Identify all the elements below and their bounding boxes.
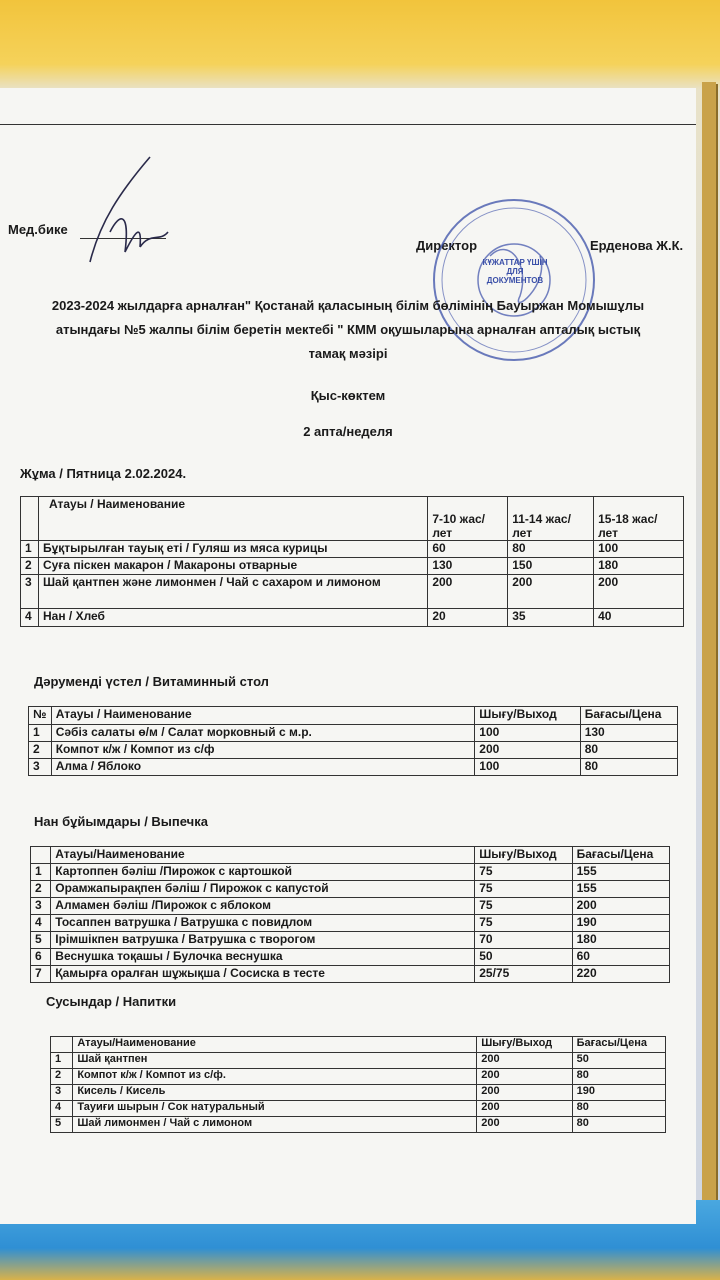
price: 180: [572, 932, 669, 949]
dish-name: Компот к/ж / Компот из с/ф: [51, 742, 475, 759]
row-number: 1: [31, 864, 51, 881]
row-number: 4: [21, 609, 39, 627]
hot-meals-table: [20, 496, 684, 627]
column-header: Бағасы/Цена: [572, 847, 669, 864]
portion-11-14: 200: [508, 575, 594, 609]
bakery-header-row: [31, 847, 670, 864]
drink-name: Шай қантпен: [73, 1053, 477, 1069]
table-row: [29, 725, 678, 742]
row-number: 4: [51, 1101, 73, 1117]
bakery-table: [30, 846, 670, 983]
portion-15-18: 180: [594, 558, 684, 575]
yield: 100: [475, 725, 580, 742]
portion-15-18: 200: [594, 575, 684, 609]
drinks-header-row: [51, 1037, 666, 1053]
portion-7-10: 130: [428, 558, 508, 575]
yield: 100: [475, 759, 580, 776]
dish-name: Нан / Хлеб: [38, 609, 427, 627]
table-row: [31, 949, 670, 966]
drink-name: Тауиғи шырын / Сок натуральный: [73, 1101, 477, 1117]
price: 50: [572, 1053, 665, 1069]
portion-11-14: 35: [508, 609, 594, 627]
director-name: Ерденова Ж.К.: [590, 238, 684, 253]
table-row: [51, 1117, 666, 1133]
price: 190: [572, 1085, 665, 1101]
column-header: Бағасы/Цена: [572, 1037, 665, 1053]
row-number: 1: [51, 1053, 73, 1069]
table-row: [21, 609, 684, 627]
dish-name: Ірімшікпен ватрушка / Ватрушка с творогом: [51, 932, 475, 949]
table-row: [31, 864, 670, 881]
yield: 75: [475, 881, 572, 898]
portion-7-10: 60: [428, 541, 508, 558]
drinks-table: [50, 1036, 666, 1133]
drink-name: Шай лимонмен / Чай с лимоном: [73, 1117, 477, 1133]
table-row: [51, 1085, 666, 1101]
menu-sheet: [0, 88, 696, 1224]
dish-name: Тосаппен ватрушка / Ватрушка с повидлом: [51, 915, 475, 932]
price: 220: [572, 966, 669, 983]
portion-11-14: 80: [508, 541, 594, 558]
price: 60: [572, 949, 669, 966]
column-header: [21, 497, 39, 541]
dish-name: Картоппен бәліш /Пирожок с картошкой: [51, 864, 475, 881]
table-row: [51, 1069, 666, 1085]
row-number: 3: [31, 898, 51, 915]
table-row: [29, 759, 678, 776]
yield: 75: [475, 864, 572, 881]
dish-name: Суға піскен макарон / Макароны отварные: [38, 558, 427, 575]
column-header: Атауы/Наименование: [73, 1037, 477, 1053]
dish-name: Шай қантпен және лимонмен / Чай с сахаром и лимоном: [38, 575, 427, 609]
table-row: [31, 881, 670, 898]
row-number: 5: [51, 1117, 73, 1133]
dish-name: Сәбіз салаты ө/м / Салат морковный с м.р.: [51, 725, 475, 742]
hot-meals-header-row: [21, 497, 684, 541]
portion-15-18: 100: [594, 541, 684, 558]
dish-name: Алмамен бәліш /Пирожок с яблоком: [51, 898, 475, 915]
column-header: Атауы/Наименование: [51, 847, 475, 864]
nurse-signature: [80, 152, 170, 272]
yield: 200: [477, 1053, 572, 1069]
portion-7-10: 20: [428, 609, 508, 627]
vitamin-section-title: Дәрумендi үстел / Витаминный стол: [34, 674, 269, 689]
yield: 75: [475, 898, 572, 915]
bakery-section-title: Нан бұйымдары / Выпечка: [34, 814, 208, 829]
table-row: [21, 575, 684, 609]
nurse-label: Мед.бике: [8, 222, 68, 237]
column-header: Шығу/Выход: [477, 1037, 572, 1053]
row-number: 4: [31, 915, 51, 932]
yield: 200: [475, 742, 580, 759]
row-number: 1: [29, 725, 52, 742]
column-header: Атауы / Наименование: [38, 497, 427, 541]
drink-name: Компот к/ж / Компот из с/ф.: [73, 1069, 477, 1085]
yield: 75: [475, 915, 572, 932]
column-header: 15-18 жас/ лет: [594, 497, 684, 541]
row-number: 3: [51, 1085, 73, 1101]
table-row: [29, 742, 678, 759]
yield: 25/75: [475, 966, 572, 983]
table-row: [31, 915, 670, 932]
portion-15-18: 40: [594, 609, 684, 627]
week: 2 апта/неделя: [303, 424, 393, 439]
row-number: 1: [21, 541, 39, 558]
vitamin-table: [28, 706, 678, 776]
vitamin-header-row: [29, 707, 678, 725]
column-header: [51, 1037, 73, 1053]
price: 80: [580, 759, 677, 776]
row-number: 3: [29, 759, 52, 776]
price: 80: [572, 1117, 665, 1133]
row-number: 2: [21, 558, 39, 575]
title-line-1: 2023-2024 жылдарға арналған" Қостанай қаласының білім бөлімінің Бауыржан Момышұлы: [51, 298, 645, 313]
table-row: [31, 898, 670, 915]
table-row: [51, 1101, 666, 1117]
top-rule: [0, 124, 696, 125]
portion-11-14: 150: [508, 558, 594, 575]
menu-date: Жұма / Пятница 2.02.2024.: [20, 466, 187, 481]
yield: 200: [477, 1069, 572, 1085]
drink-name: Кисель / Кисель: [73, 1085, 477, 1101]
portion-7-10: 200: [428, 575, 508, 609]
dish-name: Қамырға оралған шұжықша / Сосиска в тесте: [51, 966, 475, 983]
title-line-3: тамақ мәзірі: [308, 346, 388, 361]
price: 200: [572, 898, 669, 915]
season: Қыс-көктем: [310, 388, 386, 403]
price: 155: [572, 864, 669, 881]
yield: 200: [477, 1101, 572, 1117]
row-number: 7: [31, 966, 51, 983]
column-header: Шығу/Выход: [475, 707, 580, 725]
price: 80: [580, 742, 677, 759]
column-header: 11-14 жас/ лет: [508, 497, 594, 541]
price: 80: [572, 1069, 665, 1085]
dish-name: Веснушка тоқашы / Булочка веснушка: [51, 949, 475, 966]
table-row: [51, 1053, 666, 1069]
stamp-text: КҰЖАТТАР ҮШІН ДЛЯ ДОКУМЕНТОВ: [482, 258, 548, 285]
column-header: [31, 847, 51, 864]
column-header: Шығу/Выход: [475, 847, 572, 864]
column-header: Атауы / Наименование: [51, 707, 475, 725]
price: 190: [572, 915, 669, 932]
yield: 50: [475, 949, 572, 966]
row-number: 5: [31, 932, 51, 949]
dish-name: Алма / Яблоко: [51, 759, 475, 776]
table-row: [31, 932, 670, 949]
column-header: №: [29, 707, 52, 725]
row-number: 2: [31, 881, 51, 898]
table-row: [31, 966, 670, 983]
table-row: [21, 541, 684, 558]
row-number: 3: [21, 575, 39, 609]
director-label: Директор: [416, 238, 478, 253]
yield: 70: [475, 932, 572, 949]
price: 80: [572, 1101, 665, 1117]
table-row: [21, 558, 684, 575]
yield: 200: [477, 1117, 572, 1133]
price: 130: [580, 725, 677, 742]
drinks-section-title: Сусындар / Напитки: [46, 994, 177, 1009]
row-number: 2: [29, 742, 52, 759]
row-number: 2: [51, 1069, 73, 1085]
title-line-2: атындағы №5 жалпы білім беретін мектебі " КММ оқушыларына арналған апталық ыстық: [55, 322, 641, 337]
dish-name: Орамжапырақпен бәліш / Пирожок с капустой: [51, 881, 475, 898]
column-header: Бағасы/Цена: [580, 707, 677, 725]
dish-name: Бұқтырылған тауық еті / Гуляш из мяса курицы: [38, 541, 427, 558]
yield: 200: [477, 1085, 572, 1101]
price: 155: [572, 881, 669, 898]
row-number: 6: [31, 949, 51, 966]
column-header: 7-10 жас/ лет: [428, 497, 508, 541]
